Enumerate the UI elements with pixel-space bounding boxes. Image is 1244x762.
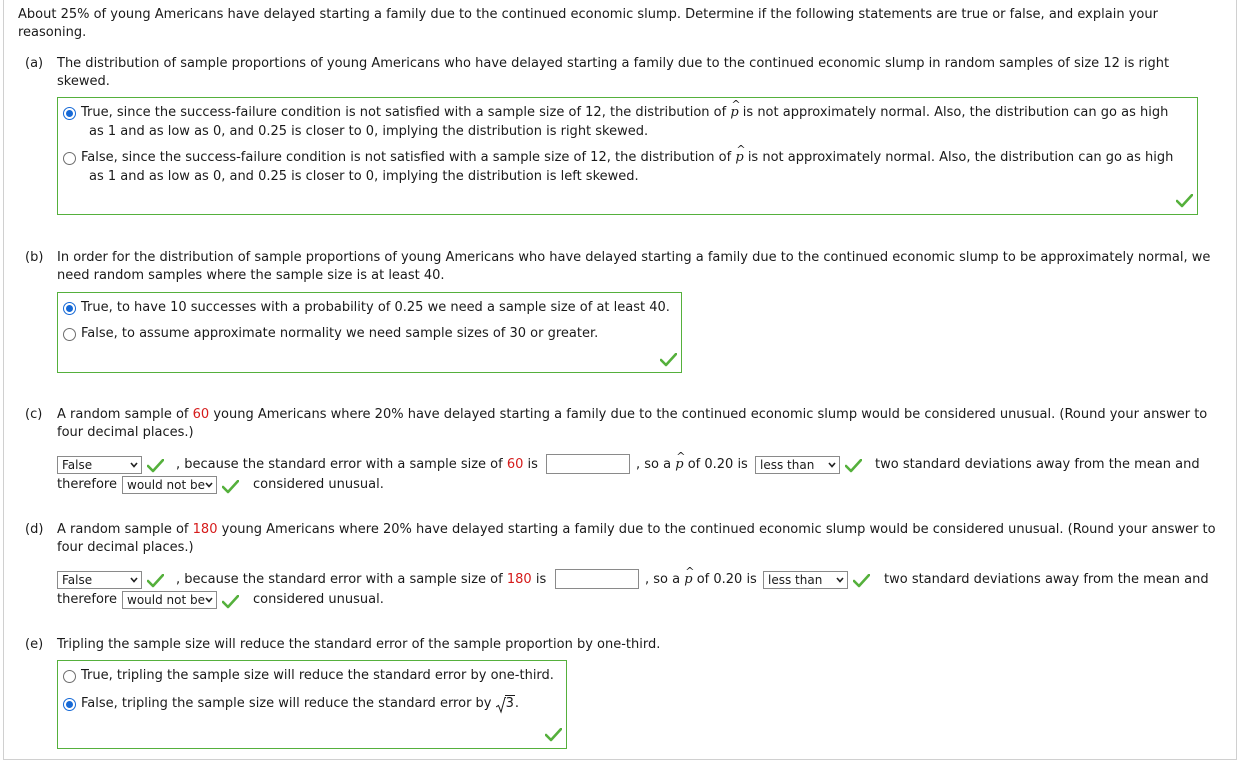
correct-check-icon (660, 353, 677, 367)
part-b-label: (b) (25, 250, 44, 265)
chevron-down-icon (828, 462, 836, 468)
part-d-twostd: two standard deviations away from the mean and (884, 572, 1209, 587)
part-e-radicand: 3 (505, 696, 514, 711)
intro-line-1: About 25% of young Americans have delayed starting a family due to the continued economic slump. Determine if the following statements are true or false, and explain your (18, 7, 1158, 22)
part-c-label: (c) (25, 407, 43, 422)
part-d-text-1 (57, 521, 1227, 539)
part-d-is: is (535, 572, 547, 587)
part-d-comparison-value: less than (768, 573, 823, 587)
part-d-text-pre: A random sample of (57, 522, 189, 537)
part-d-sample-size-2: 180 (506, 572, 532, 587)
part-a-statement (57, 55, 1217, 91)
part-c-truth-select[interactable] (57, 456, 142, 474)
chevron-down-icon (836, 577, 844, 583)
part-e-opt2-pre: False, tripling the sample size will reduce the standard error by (81, 696, 492, 711)
part-d-truth-value: False (62, 573, 93, 587)
part-c-is: is (527, 457, 538, 472)
part-a-option-false-radio[interactable] (63, 152, 76, 165)
part-d-so-text (645, 571, 757, 589)
part-d-therefore: therefore (57, 592, 117, 607)
part-d-considered: considered unusual. (253, 592, 384, 607)
part-c-therefore: therefore (57, 477, 117, 492)
part-c-unusual-value: would not be (127, 478, 205, 492)
part-a-option-true-radio[interactable] (63, 107, 76, 120)
correct-check-icon (845, 459, 862, 473)
part-c-so: , so a (636, 457, 672, 472)
part-d-so: , so a (645, 572, 681, 587)
part-d-truth-select[interactable] (57, 571, 142, 589)
part-a-label: (a) (25, 56, 44, 71)
part-d-unusual-value: would not be (127, 593, 205, 607)
part-c-text-post: young Americans where 20% have delayed starting a family due to the continued economic slump would be considered unusual. (Round your answer to (213, 407, 1208, 422)
part-b-answer-box (57, 292, 682, 373)
part-c-statement (57, 406, 1227, 442)
part-c-considered: considered unusual. (253, 477, 384, 492)
p-hat-symbol: ^ p (730, 105, 738, 120)
part-b-option-false-radio[interactable] (63, 328, 76, 341)
chevron-down-icon (130, 462, 138, 468)
part-a-text-2: skewed. (57, 74, 110, 89)
part-d-statement (57, 521, 1227, 557)
part-d-sample-size: 180 (192, 522, 218, 537)
part-b-option-true-radio[interactable] (63, 302, 76, 315)
part-e-option-true-radio[interactable] (63, 670, 76, 683)
part-c-twostd: two standard deviations away from the mean and (875, 457, 1200, 472)
part-a-option-false[interactable] (81, 149, 1191, 167)
part-c-text-2: four decimal places.) (57, 425, 194, 440)
chevron-down-icon (130, 577, 138, 583)
part-a-opt1-pre: True, since the success-failure condition is not satisfied with a sample size of 12, the distribution of (81, 105, 727, 120)
part-e-label: (e) (25, 637, 44, 652)
part-c-sample-size-2: 60 (506, 457, 524, 472)
part-e-option-false[interactable] (81, 695, 519, 713)
p-hat-symbol: ^ p (684, 572, 692, 587)
correct-check-icon (1176, 194, 1193, 208)
part-b-option-true[interactable]: True, to have 10 successes with a probability of 0.25 we need a sample size of at least 40. (81, 300, 670, 315)
part-c-comparison-value: less than (760, 458, 815, 472)
part-e-option-false-radio[interactable] (63, 698, 76, 711)
question-intro (18, 6, 1198, 42)
part-c-because-text: , because the standard error with a sample size of (176, 457, 503, 472)
part-c-text-pre: A random sample of (57, 407, 189, 422)
part-c-of: of 0.20 is (687, 457, 748, 472)
correct-check-icon (147, 574, 164, 588)
square-root-symbol (496, 695, 515, 713)
part-c-sample-size: 60 (192, 407, 210, 422)
part-c-text-1 (57, 406, 1227, 424)
part-d-unusual-select[interactable] (122, 591, 217, 609)
part-b-text-1: In order for the distribution of sample proportions of young Americans who have delayed starting a family due to the continued economic slump to be approximately normal, we (57, 250, 1211, 265)
part-e-option-true[interactable]: True, tripling the sample size will reduce the standard error by one-third. (81, 668, 554, 683)
part-d-text-2: four decimal places.) (57, 540, 194, 555)
part-e-statement: Tripling the sample size will reduce the standard error of the sample proportion by one-third. (57, 637, 661, 652)
p-hat-symbol: ^ p (735, 150, 743, 165)
part-e-opt2-post: . (514, 696, 520, 711)
part-c-standard-error-input[interactable] (546, 454, 630, 474)
part-d-because-text: , because the standard error with a sample size of (176, 572, 503, 587)
part-b-text-2: need random samples where the sample size is at least 40. (57, 268, 445, 283)
correct-check-icon (853, 574, 870, 588)
part-b-option-false[interactable]: False, to assume approximate normality we need sample sizes of 30 or greater. (81, 326, 599, 341)
part-d-of: of 0.20 is (696, 572, 757, 587)
part-d-standard-error-input[interactable] (555, 569, 639, 589)
part-c-so-text (636, 456, 748, 474)
part-a-text-1: The distribution of sample proportions of young Americans who have delayed starting a family due to the continued economic slump in random samples of size 12 is right (57, 56, 1170, 71)
part-a-opt1-post: is not approximately normal. Also, the distribution can go as high (742, 105, 1169, 120)
part-a-option-true[interactable] (81, 104, 1191, 122)
part-c-comparison-select[interactable] (755, 456, 840, 474)
part-a-opt2-pre: False, since the success-failure condition is not satisfied with a sample size of 12, the distribution of (81, 150, 732, 165)
part-c-because (176, 456, 538, 474)
part-a-opt2-line2: as 1 and as low as 0, and 0.25 is closer to 0, implying the distribution is left skewed. (89, 169, 639, 184)
part-c-truth-value: False (62, 458, 93, 472)
chevron-down-icon (205, 597, 213, 603)
correct-check-icon (545, 728, 562, 742)
intro-line-2: reasoning. (18, 25, 87, 40)
correct-check-icon (222, 480, 239, 494)
correct-check-icon (222, 595, 239, 609)
part-e-answer-box (57, 660, 567, 749)
part-a-answer-box (57, 97, 1198, 215)
chevron-down-icon (205, 482, 213, 488)
part-d-because (176, 571, 546, 589)
part-d-text-post: young Americans where 20% have delayed starting a family due to the continued economic slump would be considered unusual. (Round your answer to (221, 522, 1216, 537)
part-a-opt2-post: is not approximately normal. Also, the distribution can go as high (747, 150, 1174, 165)
p-hat-symbol: ^ p (675, 457, 683, 472)
part-a-opt1-line2: as 1 and as low as 0, and 0.25 is closer to 0, implying the distribution is right skewed. (89, 124, 649, 139)
correct-check-icon (147, 459, 164, 473)
part-b-statement (57, 249, 1227, 285)
part-d-comparison-select[interactable] (763, 571, 848, 589)
part-d-label: (d) (25, 522, 44, 537)
part-c-unusual-select[interactable] (122, 476, 217, 494)
radical-icon (496, 697, 506, 714)
